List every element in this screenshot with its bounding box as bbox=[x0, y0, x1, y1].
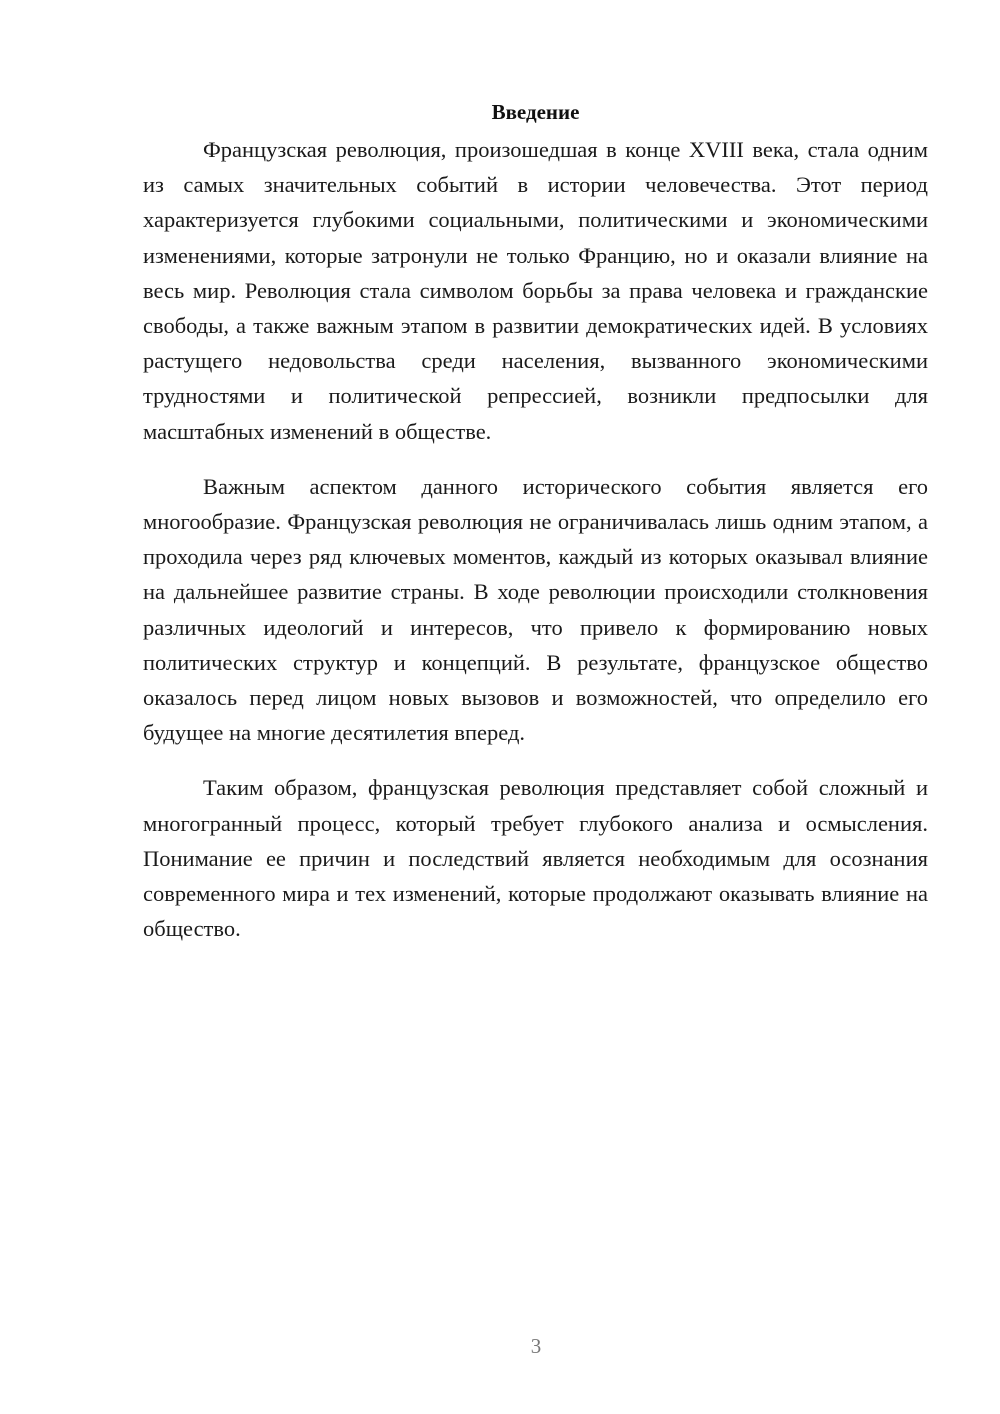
paragraph-2: Важным аспектом данного исторического события является его многообразие. Французская революция не ограничивалась лишь одним этапом, а проходила через ряд ключевых моментов, каждый из которых оказывал влияние на дальнейшее развитие страны. В ходе революции происходили столкновения различных идеологий и интересов, что привело к формированию новых политических структур и концепций. В результате, французское общество оказалось перед лицом новых вызовов и возможностей, что определило его будущее на многие десятилетия вперед. bbox=[143, 473, 928, 746]
paragraph-1: Французская революция, произошедшая в конце XVIII века, стала одним из самых значительных событий в истории человечества. Этот период характеризуется глубокими социальными, политическими и экономическими изменениями, которые затронули не только Францию, но и оказали влияние на весь мир. Революция стала символом борьбы за права человека и гражданские свободы, а также важным этапом в развитии демократических идей. В условиях растущего недовольства среди населения, вызванного экономическими трудностями и политической репрессией, возникли предпосылки для масштабных изменений в обществе. bbox=[143, 137, 928, 444]
paragraph-3: Таким образом, французская революция представляет собой сложный и многогранный процесс, который требует глубокого анализа и осмысления. Понимание ее причин и последствий является необходимым для осознания современного мира и тех изменений, которые продолжают оказывать влияние на общество. bbox=[143, 775, 928, 942]
page-content bbox=[143, 92, 928, 966]
section-heading: Введение bbox=[491, 100, 580, 124]
page-number: 3 bbox=[530, 1334, 542, 1358]
